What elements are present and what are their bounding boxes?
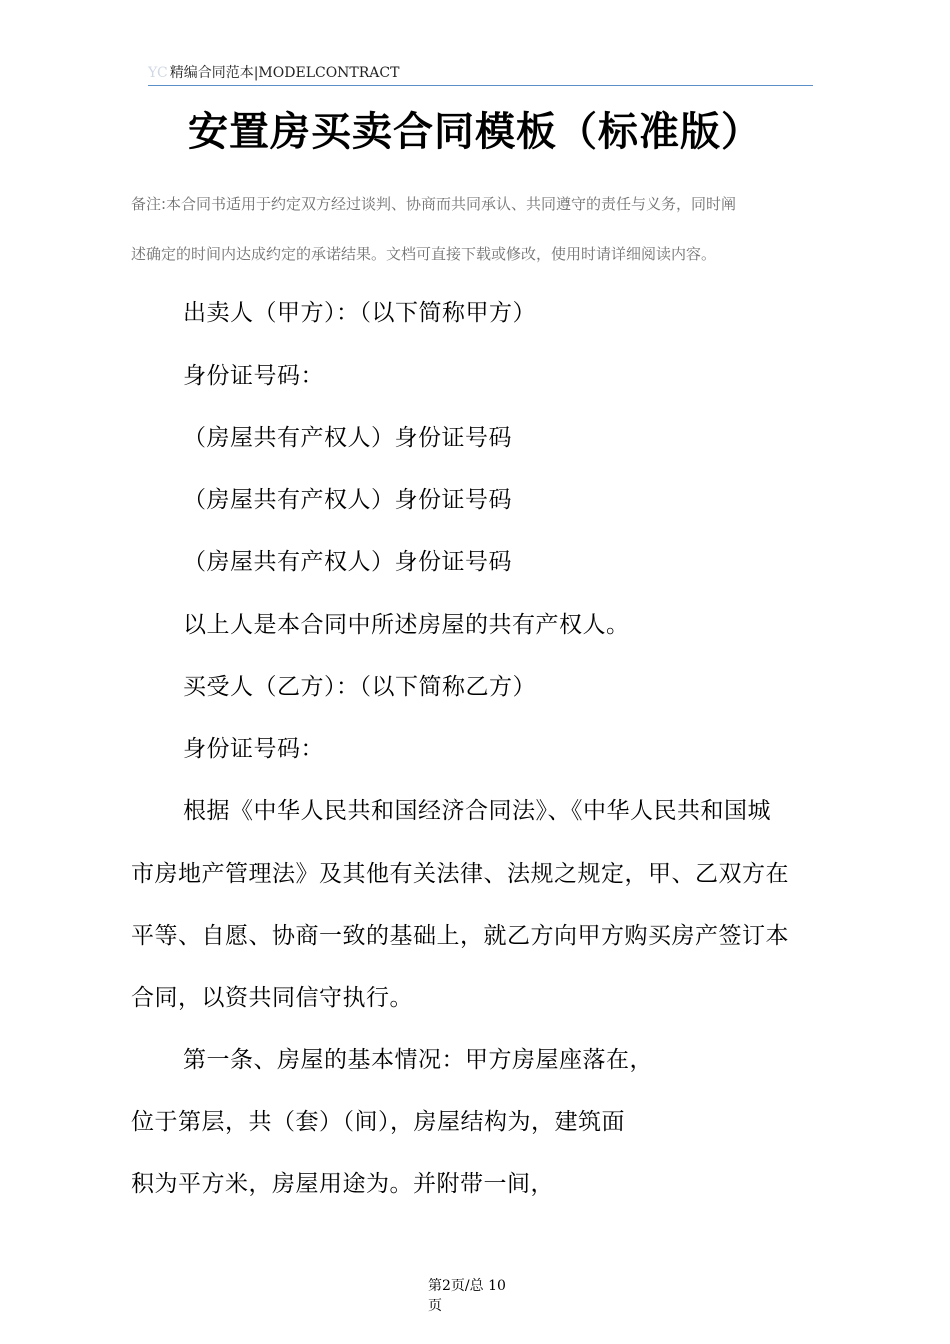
document-title: 安置房买卖合同模板（标准版） (188, 109, 762, 155)
page-number (428, 1276, 506, 1316)
co-owner-line-2: （房屋共有产权人）身份证号码 (183, 487, 512, 513)
buyer-id-line: 身份证号码： (183, 736, 324, 762)
article-1-line-3: 积为平方米，房屋用途为。并附带一间， (131, 1171, 554, 1197)
preamble-line-1: 根据《中华人民共和国经济合同法》、《中华人民共和国城 (183, 798, 771, 824)
watermark-logo: YC (148, 65, 168, 81)
header-divider (148, 85, 813, 86)
article-1-line-2: 位于第层，共（套）（间），房屋结构为，建筑面 (131, 1109, 625, 1135)
note-line-1: 备注:本合同书适用于约定双方经过谈判、协商而共同承认、共同遵守的责任与义务，同时阐 (131, 195, 737, 213)
co-owner-statement: 以上人是本合同中所述房屋的共有产权人。 (183, 612, 630, 638)
co-owner-line-3: （房屋共有产权人）身份证号码 (183, 549, 512, 575)
seller-id-line: 身份证号码： (183, 363, 324, 389)
note-line-2: 述确定的时间内达成约定的承诺结果。文档可直接下载或修改，使用时请详细阅读内容。 (131, 245, 717, 263)
seller-line: 出卖人（甲方）：（以下简称甲方） (183, 300, 536, 326)
preamble-line-4: 合同，以资共同信守执行。 (131, 985, 413, 1011)
article-1-line-1: 第一条、房屋的基本情况：甲方房屋座落在， (183, 1047, 653, 1073)
page-number-line-2: 页 (428, 1298, 442, 1314)
header-text-row (148, 62, 813, 82)
preamble-line-3: 平等、自愿、协商一致的基础上，就乙方向甲方购买房产签订本 (131, 923, 789, 949)
preamble-line-2: 市房地产管理法》及其他有关法律、法规之规定，甲、乙双方在 (131, 861, 789, 887)
header-title: 精编合同范本|MODELCONTRACT (169, 65, 400, 81)
page-number-line-1: 第2页/总 10 (428, 1278, 506, 1294)
co-owner-line-1: （房屋共有产权人）身份证号码 (183, 425, 512, 451)
buyer-line: 买受人（乙方）：（以下简称乙方） (183, 674, 536, 700)
